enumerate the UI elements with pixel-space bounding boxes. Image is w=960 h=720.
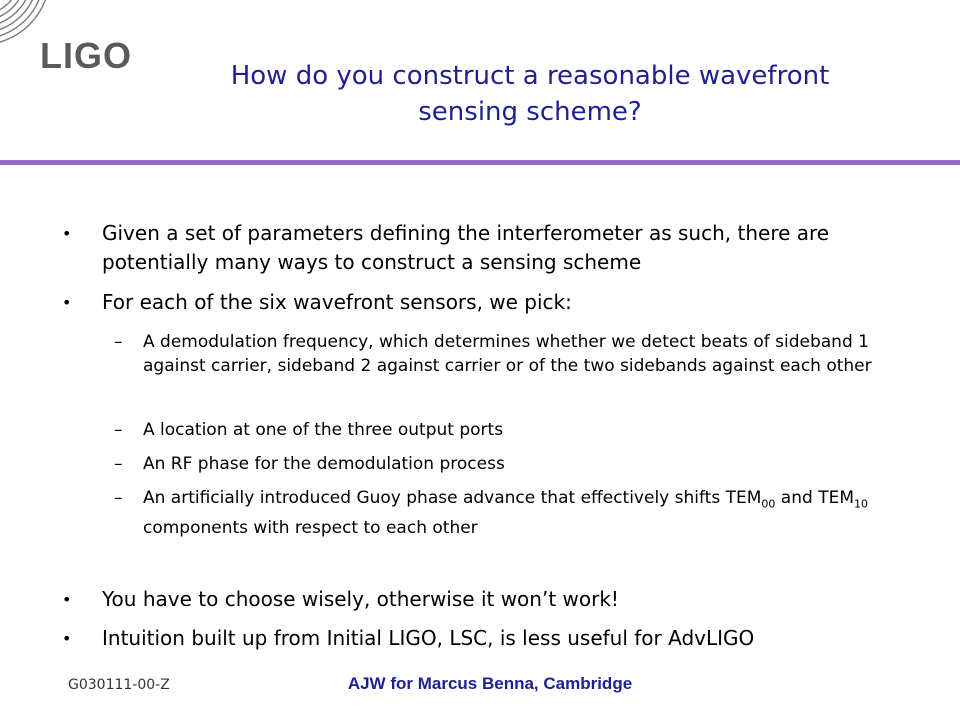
ligo-logo <box>0 0 160 80</box>
bullet-text: For each of the six wavefront sensors, we pick: <box>102 290 572 314</box>
sub-bullet-text: An RF phase for the demodulation process <box>143 454 505 474</box>
guoy-middle: and <box>775 488 819 508</box>
bullet-item <box>62 624 902 653</box>
tem-b-label: TEM <box>818 488 854 508</box>
guoy-prefix: An artificially introduced Guoy phase advance that effectively shifts <box>143 488 726 508</box>
sub-bullet-item-guoy <box>114 486 903 540</box>
bullet-text: You have to choose wisely, otherwise it won’t work! <box>102 587 619 611</box>
tem-b-subscript: 10 <box>854 497 868 511</box>
footer-author: AJW for Marcus Benna, Cambridge <box>347 674 633 693</box>
dash-icon: – <box>114 488 123 508</box>
bullet-icon: • <box>62 629 72 648</box>
document-id: G030111-00-Z <box>68 677 170 693</box>
dash-icon: – <box>114 420 123 440</box>
dash-icon: – <box>114 454 123 474</box>
tem-a-label: TEM <box>725 488 762 508</box>
sub-bullet-text: A location at one of the three output ports <box>143 420 504 440</box>
sub-bullet-text: A demodulation frequency, which determines whether we detect beats of sideband 1 against carrier, sideband 2 against carrier or of the two sidebands against each other <box>143 332 872 376</box>
bullet-item <box>62 585 902 614</box>
page-title: How do you construct a reasonable wavefront sensing scheme? <box>230 61 830 127</box>
logo-text: LIGO <box>40 35 132 76</box>
dash-icon: – <box>114 332 123 352</box>
guoy-suffix: components with respect to each other <box>143 518 478 539</box>
bullet-text: Intuition built up from Initial LIGO, LSC, is less useful for AdvLIGO <box>102 626 755 650</box>
sub-bullet-item <box>114 418 903 442</box>
bullet-text: Given a set of parameters defining the interferometer as such, there are potentially many ways to construct a sensing scheme <box>102 221 830 274</box>
title-divider <box>0 160 960 165</box>
sub-bullet-item <box>114 330 903 378</box>
sub-bullet-item <box>114 452 903 476</box>
bullet-item <box>62 288 902 317</box>
bullet-icon: • <box>62 590 72 609</box>
bullet-icon: • <box>62 224 72 243</box>
bullet-icon: • <box>62 293 72 312</box>
bullet-item <box>62 219 902 277</box>
tem-a-subscript: 00 <box>761 497 776 511</box>
